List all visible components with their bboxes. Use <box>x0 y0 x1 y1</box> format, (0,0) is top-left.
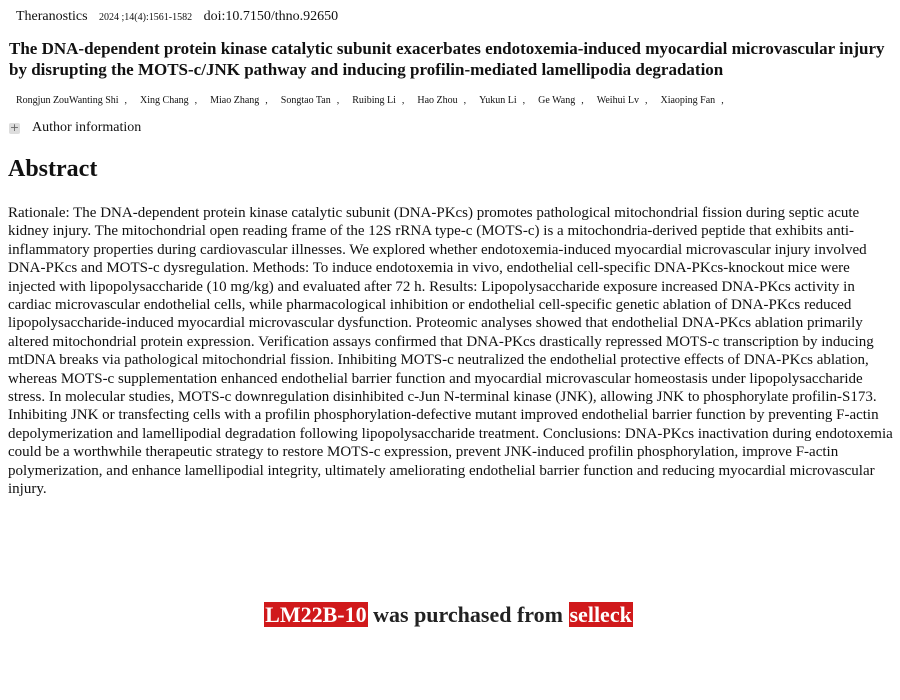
plus-icon: + <box>9 120 20 134</box>
citation: 2024 ;14(4):1561-1582 <box>99 12 193 23</box>
purchase-banner-overlay <box>27 590 870 640</box>
author-separator: , <box>721 95 724 106</box>
vendor-name[interactable]: selleck <box>569 602 632 627</box>
author-link[interactable]: Hao Zhou <box>417 95 458 106</box>
author-separator: , <box>644 95 648 106</box>
author-information-toggle[interactable] <box>9 120 141 136</box>
article-title: The DNA-dependent protein kinase catalytic subunit exacerbates endotoxemia-induced myocardial microvascular injury by disrupting the MOTS-c/JNK pathway and inducing profilin-mediated lamellipodia degradation <box>9 39 885 79</box>
author-information-label: Author information <box>32 120 142 135</box>
citation-line <box>16 9 338 25</box>
author-link[interactable]: Weihui Lv <box>596 95 639 106</box>
author-separator: , <box>194 95 198 106</box>
author-separator: , <box>265 95 268 106</box>
author-separator: , <box>581 95 584 106</box>
author-list <box>16 95 737 106</box>
author-separator: , <box>522 95 526 106</box>
doi-link[interactable]: doi:10.7150/thno.92650 <box>203 9 339 24</box>
author-link[interactable]: Xing Chang <box>140 95 189 106</box>
author-separator: , <box>336 95 340 106</box>
author-separator: , <box>124 95 128 106</box>
product-name: LM22B-10 <box>265 602 367 627</box>
author-link[interactable]: Yukun Li <box>479 95 517 106</box>
author-link[interactable]: Rongjun ZouWanting Shi <box>16 95 119 106</box>
author-link[interactable]: Ge Wang <box>538 95 576 106</box>
author-separator: , <box>401 95 405 106</box>
journal-name: Theranostics <box>16 9 88 24</box>
banner-text: was purchased from <box>367 602 569 627</box>
abstract-heading: Abstract <box>8 156 98 182</box>
author-link[interactable]: Ruibing Li <box>352 95 396 106</box>
abstract-text: Rationale: The DNA-dependent protein kinase catalytic subunit (DNA-PKcs) promotes pathological mitochondrial fission during septic acute kidney injury. The mitochondrial open reading frame of the 12S rRNA type-c (MOTS-c) is a mitochondria-derived peptide that exhibits anti-inflammatory properties during cardiovascular illnesses. We explored whether endotoxemia-induced myocardial microvascular injury involved DNA-PKcs and MOTS-c dysregulation. Methods: To induce endotoxemia in vivo, endothelial cell-specific DNA-PKcs-knockout mice were injected with lipopolysaccharide (10 mg/kg) and evaluated after 72 h. Results: Lipopolysaccharide exposure increased DNA-PKcs activity in cardiac microvascular endothelial cells, while pharmacological inhibition or endothelial cell-specific genetic ablation of DNA-PKcs reduced lipopolysaccharide-induced myocardial microvascular dysfunction. Proteomic analyses showed that endothelial DNA-PKcs ablation primarily altered mitochondrial protein expression. Verification assays confirmed that DNA-PKcs drastically repressed MOTS-c transcription by inducing mtDNA breaks via pathological mitochondrial fission. Inhibiting MOTS-c neutralized the endothelial protective effects of DNA-PKcs ablation, whereas MOTS-c supplementation enhanced endothelial barrier function and myocardial microvascular homeostasis under lipopolysaccharide stress. In molecular studies, MOTS-c downregulation disinhibited c-Jun N-terminal kinase (JNK), allowing JNK to phosphorylate profilin-S173. Inhibiting JNK or transfecting cells with a profilin phosphorylation-defective mutant improved endothelial barrier function by preventing F-actin depolymerization and lamellipodial degradation following lipopolysaccharide treatment. Conclusions: DNA-PKcs inactivation during endotoxemia could be a worthwhile therapeutic strategy to restore MOTS-c expression, prevent JNK-induced profilin phosphorylation, improve F-actin polymerization, and enhance lamellipodial integrity, ultimately ameliorating endothelial barrier function and reducing myocardial microvascular injury. <box>8 205 893 498</box>
author-link[interactable]: Miao Zhang <box>210 95 260 106</box>
author-separator: , <box>463 95 467 106</box>
author-link[interactable]: Songtao Tan <box>280 95 331 106</box>
purchase-banner <box>264 602 633 628</box>
author-link[interactable]: Xiaoping Fan <box>660 95 716 106</box>
